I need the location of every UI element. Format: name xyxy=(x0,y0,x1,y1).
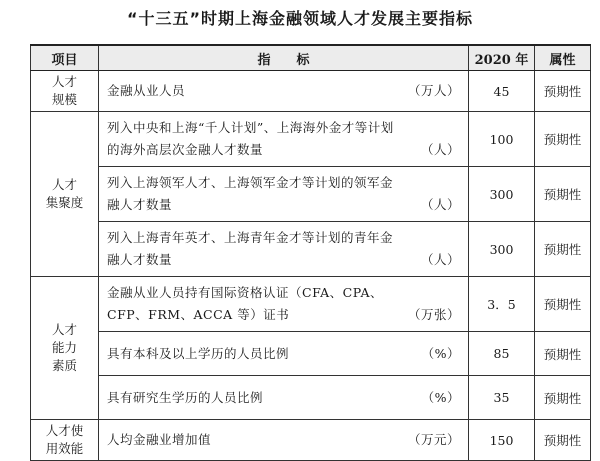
table-row xyxy=(31,376,591,420)
document-title: “十三五”时期上海金融领域人才发展主要指标 xyxy=(126,9,474,28)
category-label: 能力 xyxy=(51,340,77,355)
indicator-text: 列入上海领军人才、上海领军金才等计划的领军金 xyxy=(107,175,394,190)
attribute-cell: 预期性 xyxy=(535,222,591,277)
indicator-cell xyxy=(99,376,469,420)
indicator-text: 人均金融业增加值 xyxy=(107,432,212,447)
value-cell: 35 xyxy=(469,376,535,420)
header-item: 项目 xyxy=(31,45,99,71)
category-label: 规模 xyxy=(51,92,77,107)
indicator-text: 金融从业人员持有国际资格认证（CFA、CPA、 xyxy=(107,285,384,300)
header-indicator: 指 标 xyxy=(99,45,469,71)
category-label: 素质 xyxy=(51,358,77,373)
indicator-unit: （%） xyxy=(421,389,460,405)
attribute-cell: 预期性 xyxy=(535,167,591,222)
table-row xyxy=(31,277,591,332)
category-cell xyxy=(31,420,99,461)
indicator-unit: （%） xyxy=(421,345,460,361)
indicator-cell xyxy=(99,112,469,167)
value-cell: 150 xyxy=(469,420,535,461)
category-label: 人才 xyxy=(51,177,77,192)
indicator-table xyxy=(30,44,591,461)
table-header-row xyxy=(31,45,591,71)
indicator-text: CFP、FRM、ACCA 等）证书 xyxy=(107,307,290,322)
indicator-text: 融人才数量 xyxy=(107,252,173,267)
indicator-cell xyxy=(99,277,469,332)
value-cell: 45 xyxy=(469,71,535,112)
indicator-cell xyxy=(99,420,469,461)
indicator-text: 列入上海青年英才、上海青年金才等计划的青年金 xyxy=(107,230,394,245)
category-cell xyxy=(31,112,99,277)
category-label: 人才 xyxy=(51,74,77,89)
indicator-unit: （万人） xyxy=(407,83,460,98)
attribute-cell: 预期性 xyxy=(535,332,591,376)
value-cell: 3．5 xyxy=(469,277,535,332)
value-cell: 300 xyxy=(469,167,535,222)
indicator-text: 具有本科及以上学历的人员比例 xyxy=(107,345,290,361)
header-attribute: 属性 xyxy=(535,45,591,71)
category-label: 人才 xyxy=(51,322,77,337)
table-row xyxy=(31,222,591,277)
indicator-unit: （万张） xyxy=(407,307,460,322)
value-cell: 300 xyxy=(469,222,535,277)
category-cell xyxy=(31,277,99,420)
indicator-unit: （人） xyxy=(420,252,460,267)
attribute-cell: 预期性 xyxy=(535,277,591,332)
indicator-text: 列入中央和上海“千人计划”、上海海外金才等计划 xyxy=(107,120,394,135)
indicator-cell xyxy=(99,71,469,112)
table-row xyxy=(31,420,591,461)
table-row xyxy=(31,71,591,112)
value-cell: 85 xyxy=(469,332,535,376)
header-year: 2020 年 xyxy=(469,45,535,71)
indicator-unit: （万元） xyxy=(407,432,460,447)
indicator-text: 的海外高层次金融人才数量 xyxy=(107,142,264,157)
table-row xyxy=(31,167,591,222)
indicator-text: 融人才数量 xyxy=(107,197,173,212)
indicator-text: 金融从业人员 xyxy=(107,83,186,98)
indicator-cell xyxy=(99,332,469,376)
category-label: 人才使 xyxy=(45,423,84,438)
attribute-cell: 预期性 xyxy=(535,420,591,461)
indicator-text: 具有研究生学历的人员比例 xyxy=(107,389,264,405)
indicator-cell xyxy=(99,167,469,222)
attribute-cell: 预期性 xyxy=(535,112,591,167)
attribute-cell: 预期性 xyxy=(535,71,591,112)
indicator-unit: （人） xyxy=(420,142,460,157)
indicator-cell xyxy=(99,222,469,277)
category-cell xyxy=(31,71,99,112)
value-cell: 100 xyxy=(469,112,535,167)
table-row xyxy=(31,112,591,167)
table-row xyxy=(31,332,591,376)
category-label: 集聚度 xyxy=(45,195,84,210)
indicator-unit: （人） xyxy=(420,197,460,212)
category-label: 用效能 xyxy=(45,441,84,456)
attribute-cell: 预期性 xyxy=(535,376,591,420)
